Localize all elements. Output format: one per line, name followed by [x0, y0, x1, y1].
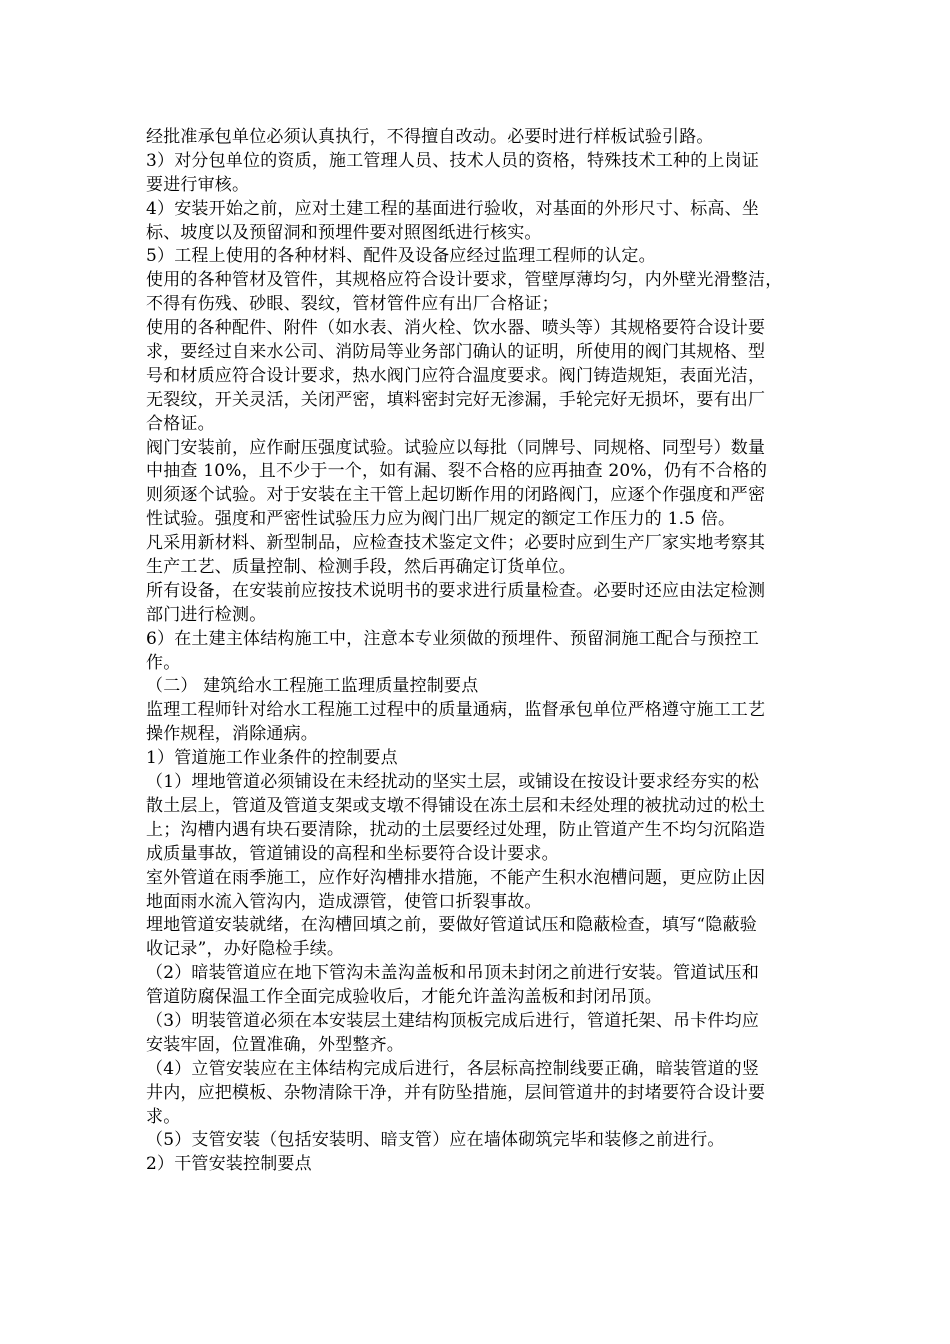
text-line: 不得有伤残、砂眼、裂纹，管材管件应有出厂合格证； — [146, 294, 559, 315]
text-line: 1）管道施工作业条件的控制要点 — [146, 748, 398, 769]
text-line: 3）对分包单位的资质，施工管理人员、技术人员的资格，特殊技术工种的上岗证 — [146, 150, 760, 171]
text-line: 合格证。 — [146, 413, 215, 434]
text-line: 生产工艺、质量控制、检测手段，然后再确定订货单位。 — [146, 557, 576, 578]
text-line: 5）工程上使用的各种材料、配件及设备应经过监理工程师的认定。 — [146, 246, 656, 267]
text-line: 管道防腐保温工作全面完成验收后，才能允许盖沟盖板和封闭吊顶。 — [146, 987, 662, 1008]
text-line: 求，要经过自来水公司、消防局等业务部门确认的证明，所使用的阀门其规格、型 — [146, 342, 766, 363]
text-line: 2）干管安装控制要点 — [146, 1154, 312, 1175]
text-line: 室外管道在雨季施工，应作好沟槽排水措施，不能产生积水泡槽问题，更应防止因 — [146, 867, 766, 888]
text-line: 地面雨水流入管沟内，造成漂管，使管口折裂事故。 — [146, 891, 542, 912]
text-line: 中抽查 10%，且不少于一个，如有漏、裂不合格的应再抽查 20%，仍有不合格的 — [146, 461, 768, 482]
text-line: 则须逐个试验。对于安装在主干管上起切断作用的闭路阀门，应逐个作强度和严密 — [146, 485, 766, 506]
text-line: 阀门安装前，应作耐压强度试验。试验应以每批（同牌号、同规格、同型号）数量 — [146, 437, 766, 458]
text-line: 上；沟槽内遇有块石要清除，扰动的土层要经过处理，防止管道产生不均匀沉陷造 — [146, 819, 766, 840]
text-line: 作。 — [146, 652, 181, 673]
text-line: 散土层上，管道及管道支架或支墩不得铺设在冻土层和未经处理的被扰动过的松土 — [146, 795, 766, 816]
text-line: 使用的各种配件、附件（如水表、消火栓、饮水器、喷头等）其规格要符合设计要 — [146, 318, 766, 339]
text-line: （1）埋地管道必须铺设在未经扰动的坚实土层，或铺设在按设计要求经夯实的松 — [146, 772, 760, 793]
text-line: 井内，应把模板、杂物清除干净，并有防坠措施，层间管道井的封堵要符合设计要 — [146, 1082, 766, 1103]
text-line: 6）在土建主体结构施工中，注意本专业须做的预埋件、预留洞施工配合与预控工 — [146, 628, 760, 649]
text-line: （二） 建筑给水工程施工监理质量控制要点 — [146, 676, 479, 697]
text-line: （5）支管安装（包括安装明、暗支管）应在墙体砌筑完毕和装修之前进行。 — [146, 1130, 725, 1151]
text-line: （2）暗装管道应在地下管沟未盖沟盖板和吊顶未封闭之前进行安装。管道试压和 — [146, 963, 760, 984]
text-line: 成质量事故，管道铺设的高程和坐标要符合设计要求。 — [146, 843, 559, 864]
text-line: 埋地管道安装就绪，在沟槽回填之前，要做好管道试压和隐蔽检查，填写“隐蔽验 — [146, 915, 757, 936]
text-line: 使用的各种管材及管件，其规格应符合设计要求，管壁厚薄均匀，内外壁光滑整洁， — [146, 270, 783, 291]
text-line: 无裂纹，开关灵活，关闭严密，填料密封完好无渗漏，手轮完好无损坏，要有出厂 — [146, 389, 766, 410]
text-line: 性试验。强度和严密性试验压力应为阀门出厂规定的额定工作压力的 1.5 倍。 — [146, 509, 736, 530]
text-line: 操作规程，消除通病。 — [146, 724, 318, 745]
text-line: （3）明装管道必须在本安装层土建结构顶板完成后进行，管道托架、吊卡件均应 — [146, 1010, 760, 1031]
text-line: 4）安装开始之前，应对土建工程的基面进行验收，对基面的外形尺寸、标高、坐 — [146, 198, 760, 219]
text-line: 凡采用新材料、新型制品，应检查技术鉴定文件；必要时应到生产厂家实地考察其 — [146, 533, 766, 554]
text-line: 安装牢固，位置准确，外型整齐。 — [146, 1034, 404, 1055]
text-line: 求。 — [146, 1106, 181, 1127]
text-line: 号和材质应符合设计要求，热水阀门应符合温度要求。阀门铸造规矩，表面光洁， — [146, 365, 766, 386]
text-line: 所有设备，在安装前应按技术说明书的要求进行质量检查。必要时还应由法定检测 — [146, 580, 766, 601]
text-line: （4）立管安装应在主体结构完成后进行，各层标高控制线要正确，暗装管道的竖 — [146, 1058, 760, 1079]
text-line: 要进行审核。 — [146, 174, 250, 195]
text-line: 标、坡度以及预留洞和预埋件要对照图纸进行核实。 — [146, 222, 542, 243]
text-line: 部门进行检测。 — [146, 604, 267, 625]
document-body — [146, 126, 841, 1177]
text-line: 收记录”，办好隐检手续。 — [146, 939, 345, 960]
text-line: 监理工程师针对给水工程施工过程中的质量通病，监督承包单位严格遵守施工工艺 — [146, 700, 766, 721]
text-line: 经批准承包单位必须认真执行，不得擅自改动。必要时进行样板试验引路。 — [146, 127, 714, 147]
